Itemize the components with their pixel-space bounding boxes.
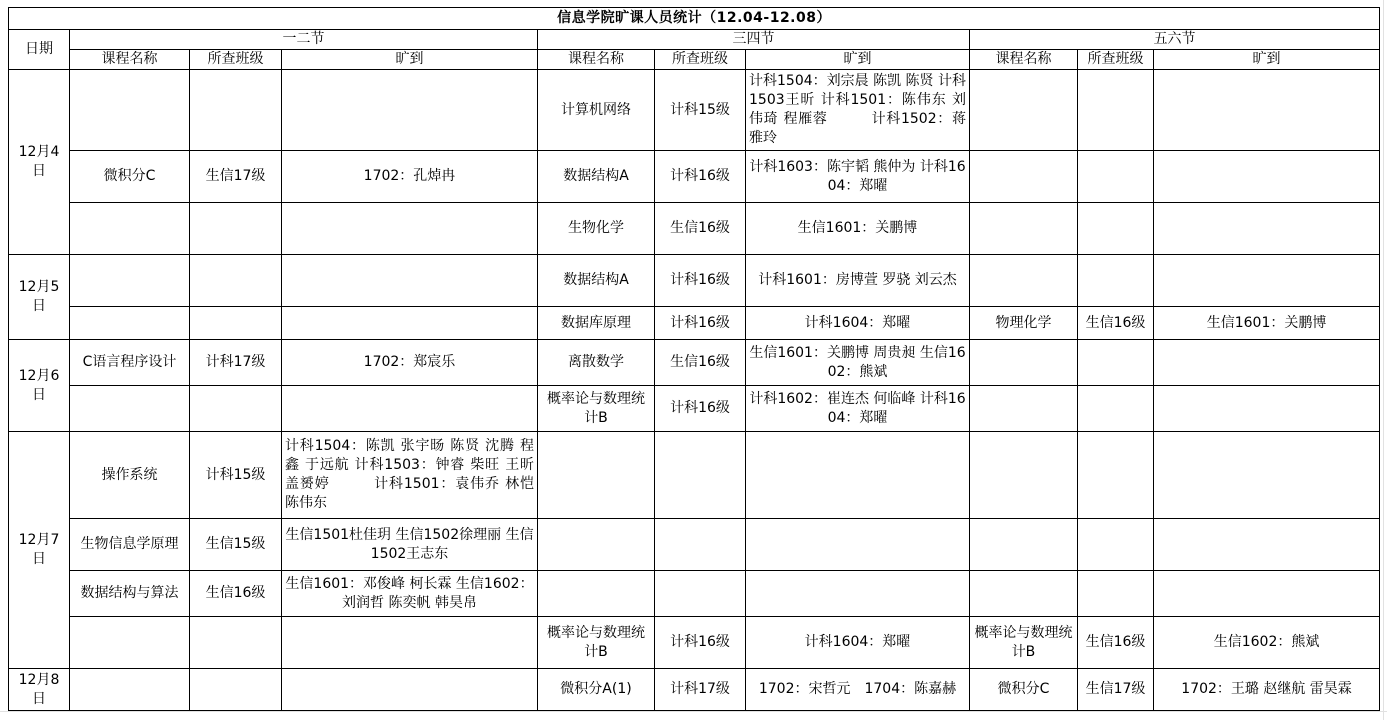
course-cell: 微积分C <box>970 669 1078 711</box>
course-cell <box>538 432 655 519</box>
class-cell <box>1078 151 1154 203</box>
absent-cell: 生信1601：关鹏博 <box>1154 307 1380 340</box>
absent-cell <box>1154 571 1380 617</box>
table-row <box>9 307 1380 340</box>
course-cell <box>70 255 190 307</box>
class-cell: 计科16级 <box>655 617 746 669</box>
absent-cell: 1702：王璐 赵继航 雷昊霖 <box>1154 669 1380 711</box>
date-cell: 12月5日 <box>9 255 70 340</box>
class-cell <box>190 307 282 340</box>
course-cell <box>70 617 190 669</box>
absent-cell <box>282 203 538 255</box>
col-class-header: 所查班级 <box>655 50 746 70</box>
table-row <box>9 255 1380 307</box>
absent-cell <box>1154 519 1380 571</box>
absent-cell: 计科1604：郑曜 <box>746 617 970 669</box>
table-row <box>9 669 1380 711</box>
date-cell: 12月8日 <box>9 669 70 711</box>
absence-table <box>8 7 1380 711</box>
course-cell: 微积分A(1) <box>538 669 655 711</box>
course-cell: 概率论与数理统计B <box>538 386 655 432</box>
course-cell <box>970 203 1078 255</box>
absent-cell <box>746 519 970 571</box>
col-course-header: 课程名称 <box>970 50 1078 70</box>
table-row <box>9 571 1380 617</box>
course-cell: 数据结构A <box>538 255 655 307</box>
absent-cell <box>1154 255 1380 307</box>
absent-cell: 生信1601：关鹏博 周贵昶 生信1602：熊斌 <box>746 340 970 386</box>
course-cell <box>970 571 1078 617</box>
class-cell: 生信16级 <box>655 203 746 255</box>
course-cell <box>70 70 190 151</box>
course-cell <box>970 70 1078 151</box>
class-cell: 生信16级 <box>1078 307 1154 340</box>
absent-cell: 计科1504：陈凯 张宇旸 陈贤 沈腾 程鑫 于远航 计科1503：钟睿 柴旺 王昕 盖赟婷 计科1501：袁伟乔 林恺 陈伟东 <box>282 432 538 519</box>
course-cell: 数据结构与算法 <box>70 571 190 617</box>
class-cell <box>1078 203 1154 255</box>
absent-cell: 生信1601：关鹏博 <box>746 203 970 255</box>
class-cell <box>190 669 282 711</box>
date-cell: 12月4日 <box>9 70 70 255</box>
class-cell: 计科17级 <box>190 340 282 386</box>
absent-cell <box>1154 203 1380 255</box>
absent-cell <box>282 255 538 307</box>
class-cell <box>1078 432 1154 519</box>
class-cell <box>1078 340 1154 386</box>
absent-cell: 计科1601：房博萱 罗骁 刘云杰 <box>746 255 970 307</box>
absent-cell: 生信1601：邓俊峰 柯长霖 生信1602：刘润哲 陈奕帆 韩昊帛 <box>282 571 538 617</box>
class-cell <box>655 571 746 617</box>
date-cell: 12月7日 <box>9 432 70 669</box>
class-cell <box>190 617 282 669</box>
class-cell: 生信15级 <box>190 519 282 571</box>
absent-cell <box>282 669 538 711</box>
class-cell: 计科15级 <box>655 70 746 151</box>
class-cell: 生信16级 <box>655 340 746 386</box>
absent-cell <box>1154 432 1380 519</box>
course-cell <box>70 386 190 432</box>
col-course-header: 课程名称 <box>70 50 190 70</box>
course-cell <box>70 307 190 340</box>
absent-cell: 计科1504：刘宗晨 陈凯 陈贤 计科1503王昕 计科1501：陈伟东 刘伟琦 程雁蓉 计科1502：蒋雅玲 <box>746 70 970 151</box>
course-cell: 计算机网络 <box>538 70 655 151</box>
absent-cell: 1702：宋哲元 1704：陈嘉赫 <box>746 669 970 711</box>
date-cell: 12月6日 <box>9 340 70 432</box>
class-cell <box>655 432 746 519</box>
course-cell: 操作系统 <box>70 432 190 519</box>
absent-cell <box>746 432 970 519</box>
class-cell <box>1078 255 1154 307</box>
class-cell: 计科16级 <box>655 386 746 432</box>
course-cell <box>970 432 1078 519</box>
class-cell: 生信17级 <box>1078 669 1154 711</box>
class-cell <box>190 70 282 151</box>
absent-cell: 生信1602：熊斌 <box>1154 617 1380 669</box>
table-title: 信息学院旷课人员统计（12.04-12.08） <box>9 8 1380 30</box>
col-class-header: 所查班级 <box>190 50 282 70</box>
absent-cell: 计科1604：郑曜 <box>746 307 970 340</box>
table-row <box>9 432 1380 519</box>
course-cell: C语言程序设计 <box>70 340 190 386</box>
course-cell <box>970 340 1078 386</box>
date-header: 日期 <box>9 30 70 70</box>
course-cell <box>970 151 1078 203</box>
course-cell <box>538 571 655 617</box>
col-class-header: 所查班级 <box>1078 50 1154 70</box>
class-cell <box>655 519 746 571</box>
absent-cell <box>282 617 538 669</box>
class-cell: 生信17级 <box>190 151 282 203</box>
class-cell <box>190 386 282 432</box>
slot-header-3: 五六节 <box>970 30 1380 50</box>
course-cell: 生物化学 <box>538 203 655 255</box>
absent-cell <box>1154 386 1380 432</box>
class-cell <box>1078 70 1154 151</box>
course-cell <box>70 669 190 711</box>
absent-cell <box>282 307 538 340</box>
course-cell: 概率论与数理统计B <box>970 617 1078 669</box>
table-row <box>9 203 1380 255</box>
class-cell <box>1078 386 1154 432</box>
absent-cell <box>1154 70 1380 151</box>
class-cell <box>190 255 282 307</box>
course-cell: 数据库原理 <box>538 307 655 340</box>
class-cell: 计科17级 <box>655 669 746 711</box>
course-cell <box>970 519 1078 571</box>
course-cell <box>538 519 655 571</box>
course-cell: 数据结构A <box>538 151 655 203</box>
class-cell <box>1078 571 1154 617</box>
table-row <box>9 386 1380 432</box>
class-cell <box>1078 519 1154 571</box>
course-cell <box>970 255 1078 307</box>
col-absent-header: 旷到 <box>1154 50 1380 70</box>
col-absent-header: 旷到 <box>282 50 538 70</box>
class-cell: 生信16级 <box>190 571 282 617</box>
absent-cell: 计科1603：陈宇韬 熊仲为 计科1604：郑曜 <box>746 151 970 203</box>
absent-cell <box>282 70 538 151</box>
absent-cell <box>746 571 970 617</box>
course-cell: 生物信息学原理 <box>70 519 190 571</box>
absent-cell <box>1154 151 1380 203</box>
class-cell <box>190 203 282 255</box>
table-row <box>9 519 1380 571</box>
class-cell: 计科16级 <box>655 151 746 203</box>
class-cell: 生信16级 <box>1078 617 1154 669</box>
course-cell <box>970 386 1078 432</box>
col-course-header: 课程名称 <box>538 50 655 70</box>
course-cell <box>70 203 190 255</box>
table-row <box>9 617 1380 669</box>
absent-cell: 计科1602：崔连杰 何临峰 计科1604：郑曜 <box>746 386 970 432</box>
absent-cell: 1702：孔焯冉 <box>282 151 538 203</box>
course-cell: 离散数学 <box>538 340 655 386</box>
slot-header-2: 三四节 <box>538 30 970 50</box>
class-cell: 计科16级 <box>655 307 746 340</box>
absent-cell <box>282 386 538 432</box>
table-row <box>9 340 1380 386</box>
absent-cell: 生信1501杜佳玥 生信1502徐理丽 生信1502王志东 <box>282 519 538 571</box>
class-cell: 计科15级 <box>190 432 282 519</box>
table-row <box>9 151 1380 203</box>
class-cell: 计科16级 <box>655 255 746 307</box>
course-cell: 物理化学 <box>970 307 1078 340</box>
table-row <box>9 70 1380 151</box>
col-absent-header: 旷到 <box>746 50 970 70</box>
course-cell: 概率论与数理统计B <box>538 617 655 669</box>
absent-cell: 1702：郑宸乐 <box>282 340 538 386</box>
course-cell: 微积分C <box>70 151 190 203</box>
absent-cell <box>1154 340 1380 386</box>
slot-header-1: 一二节 <box>70 30 538 50</box>
